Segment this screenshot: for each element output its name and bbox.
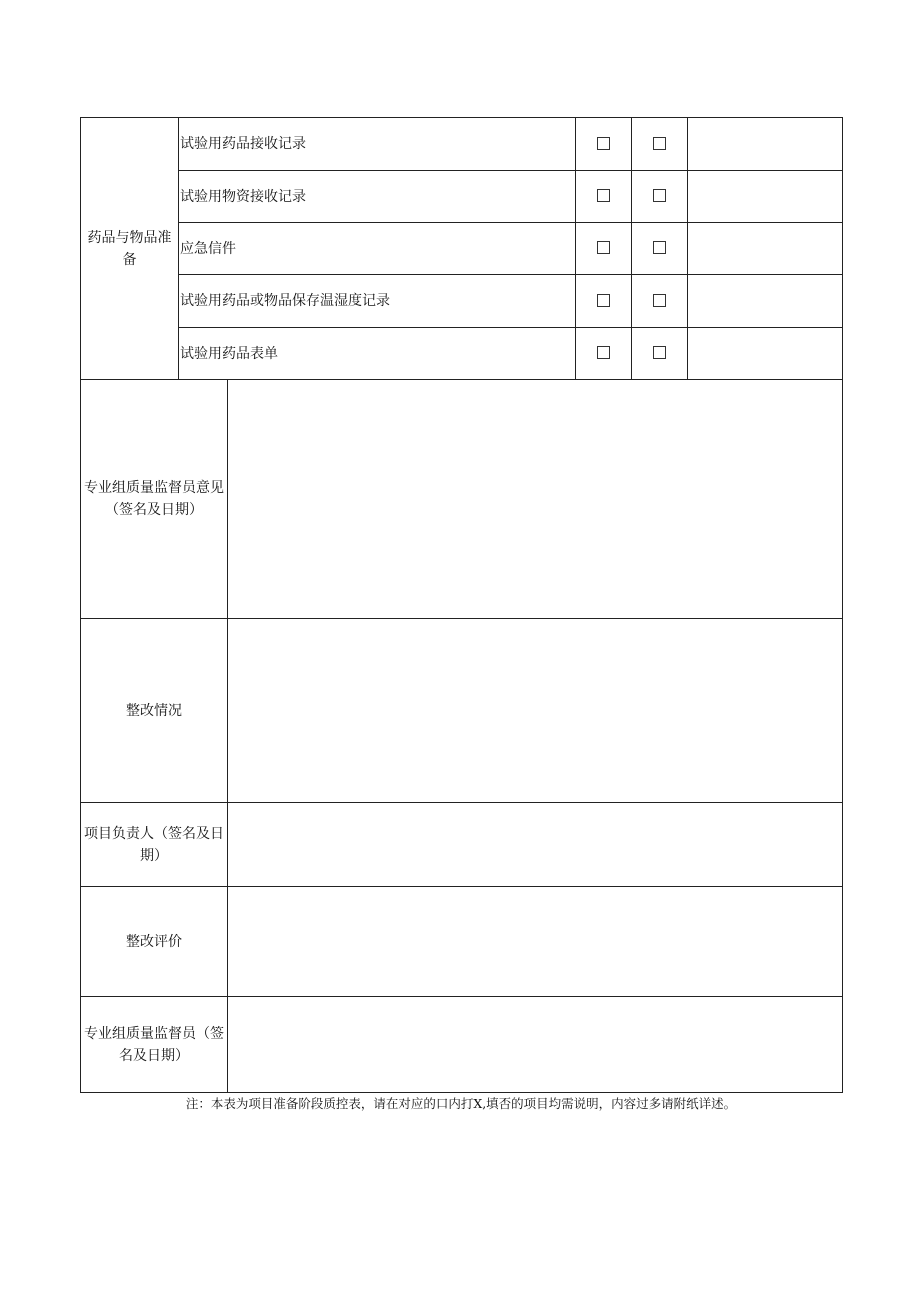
no-checkbox[interactable] [632, 328, 688, 380]
supervisor-opinion-label: 专业组质量监督员意见（签名及日期） [81, 380, 228, 619]
qc-form-table [80, 117, 843, 1093]
checkbox-icon[interactable] [597, 189, 610, 202]
rectification-eval-field[interactable] [228, 887, 843, 997]
checkbox-icon[interactable] [597, 137, 610, 150]
no-checkbox[interactable] [632, 275, 688, 328]
remark-cell[interactable] [688, 223, 843, 275]
yes-checkbox[interactable] [576, 118, 632, 171]
checkbox-icon[interactable] [653, 294, 666, 307]
project-leader-field[interactable] [228, 803, 843, 887]
checkbox-icon[interactable] [653, 137, 666, 150]
prep-row-4 [81, 275, 843, 328]
yes-checkbox[interactable] [576, 328, 632, 380]
no-checkbox[interactable] [632, 223, 688, 275]
remark-cell[interactable] [688, 275, 843, 328]
project-leader-row [81, 803, 843, 887]
item-label: 试验用药品或物品保存温湿度记录 [179, 275, 576, 328]
prep-row-2 [81, 171, 843, 223]
supervisor-sign-label: 专业组质量监督员（签名及日期） [81, 997, 228, 1093]
remark-cell[interactable] [688, 171, 843, 223]
rectification-field[interactable] [228, 619, 843, 803]
supervisor-opinion-field[interactable] [228, 380, 843, 619]
item-label: 试验用药品接收记录 [179, 118, 576, 171]
item-label: 试验用物资接收记录 [179, 171, 576, 223]
prep-row-5 [81, 328, 843, 380]
prep-row-1 [81, 118, 843, 171]
checkbox-icon[interactable] [653, 189, 666, 202]
item-label: 试验用药品表单 [179, 328, 576, 380]
remark-cell[interactable] [688, 328, 843, 380]
rectification-eval-row [81, 887, 843, 997]
checkbox-icon[interactable] [597, 294, 610, 307]
yes-checkbox[interactable] [576, 171, 632, 223]
checkbox-icon[interactable] [653, 241, 666, 254]
yes-checkbox[interactable] [576, 223, 632, 275]
supervisor-sign-row [81, 997, 843, 1093]
supervisor-sign-field[interactable] [228, 997, 843, 1093]
supervisor-opinion-row [81, 380, 843, 619]
project-leader-label: 项目负责人（签名及日期） [81, 803, 228, 887]
no-checkbox[interactable] [632, 118, 688, 171]
prep-row-3 [81, 223, 843, 275]
yes-checkbox[interactable] [576, 275, 632, 328]
checkbox-icon[interactable] [597, 241, 610, 254]
category-label: 药品与物品准备 [81, 118, 179, 380]
item-label: 应急信件 [179, 223, 576, 275]
footer-note: 注：本表为项目准备阶段质控表，请在对应的口内打X,填否的项目均需说明，内容过多请附纸详述。 [185, 1096, 737, 1111]
rectification-row [81, 619, 843, 803]
checkbox-icon[interactable] [597, 346, 610, 359]
checkbox-icon[interactable] [653, 346, 666, 359]
rectification-eval-label: 整改评价 [81, 887, 228, 997]
remark-cell[interactable] [688, 118, 843, 171]
rectification-label: 整改情况 [81, 619, 228, 803]
no-checkbox[interactable] [632, 171, 688, 223]
